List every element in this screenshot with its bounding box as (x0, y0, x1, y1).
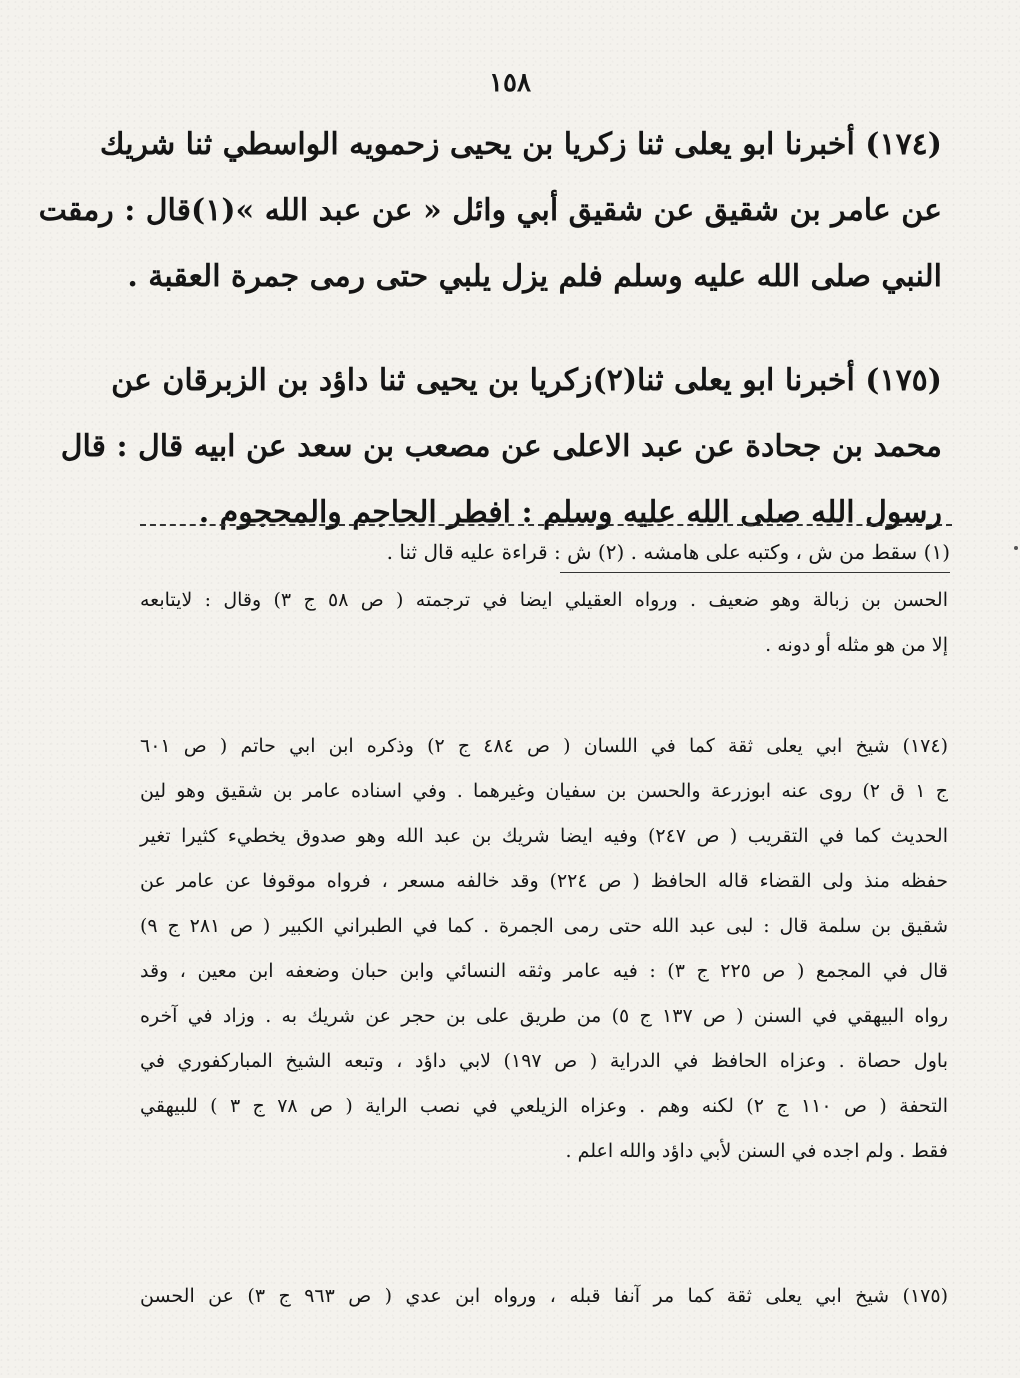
hadith-174 (38, 112, 942, 310)
commentary-line: حفظه منذ ولى القضاء قاله الحافظ ( ص ٢٢٤) وقد خالفه مسعر ، فرواه موقوفا عن عامر عن (140, 870, 949, 892)
commentary-175 (140, 1274, 948, 1319)
page-number: ١٥٨ (489, 68, 531, 98)
commentary-line: فقط . ولم اجده في السنن لأبي داؤد والله اعلم . (565, 1140, 948, 1162)
commentary-line: التحفة ( ص ١١٠ ج ٢) لكنه وهم . وعزاه الزيلعي في نصب الراية ( ص ٧٨ ج ٣ ) للبيهقي (140, 1095, 948, 1117)
hadith-line: عن عامر بن شقيق عن شقيق أبي وائل « عن عبد الله »(١)قال : رمقت (38, 193, 942, 228)
commentary-line: شقيق بن سلمة قال : لبى عبد الله حتى رمى الجمرة . كما في الطبراني الكبير ( ص ٢٨١ ج ٩) (140, 915, 949, 937)
hadith-line: (١٧٥) أخبرنا ابو يعلى ثنا(٢)زكريا بن يحيى ثنا داؤد بن الزبرقان عن (111, 363, 942, 398)
commentary-line: الحديث كما في التقريب ( ص ٢٤٧) وفيه ايضا شريك بن عبد الله وهو صدوق يخطيء كثيرا تغير (140, 825, 948, 847)
hadith-line: رسول الله صلى الله عليه وسلم : افطر الحاجم والمحجوم . (198, 495, 942, 530)
scan-speck (1014, 546, 1018, 550)
commentary-line: باول حصاة . وعزاه الحافظ في الدراية ( ص ١٩٧) لابي داؤد ، وتبعه الشيخ المباركفوري في (140, 1050, 948, 1072)
commentary-line: (١٧٥) شيخ ابي يعلى ثقة كما مر آنفا قبله ، ورواه ابن عدي ( ص ٩٦٣ ج ٣) عن الحسن (140, 1285, 948, 1307)
commentary-line: قال في المجمع ( ص ٢٢٥ ج ٣) : فيه عامر وثقه النسائي وابن حبان وضعفه ابن معين ، وقد (140, 960, 949, 982)
commentary-line: (١٧٤) شيخ ابي يعلى ثقة كما في اللسان ( ص ٤٨٤ ج ٢) وذكره ابن ابي حاتم ( ص ٦٠١ (140, 735, 948, 757)
commentary-line: رواه البيهقي في السنن ( ص ١٣٧ ج ٥) من طريق على بن حجر عن شريك به . وزاد في آخره (140, 1005, 949, 1027)
hadith-line: النبي صلى الله عليه وسلم فلم يزل يلبي حتى رمى جمرة العقبة . (127, 259, 942, 294)
commentary-174 (140, 724, 948, 1174)
commentary-line: ج ١ ق ٢) روى عنه ابوزرعة والحسن بن سفيان وغيرهما . وفي اسناده عامر بن شقيق وهو لين (140, 780, 948, 802)
commentary-continued (140, 578, 948, 668)
hadith-175 (60, 348, 942, 546)
textual-footnote: (١) سقط من ش ، وكتبه على هامشه . (٢) ش : قراءة عليه قال ثنا . (386, 540, 950, 564)
hadith-line: (١٧٤) أخبرنا ابو يعلى ثنا زكريا بن يحيى زحمويه الواسطي ثنا شريك (99, 127, 942, 162)
commentary-line: إلا من هو مثله أو دونه . (765, 634, 948, 656)
commentary-line: الحسن بن زبالة وهو ضعيف . ورواه العقيلي ايضا في ترجمته ( ص ٥٨ ج ٣) وقال : لايتابعه (140, 589, 949, 611)
footnote-divider (560, 572, 950, 573)
main-text-separator (140, 524, 952, 526)
hadith-line: محمد بن جحادة عن عبد الاعلى عن مصعب بن سعد عن ابيه قال : قال (60, 429, 942, 464)
